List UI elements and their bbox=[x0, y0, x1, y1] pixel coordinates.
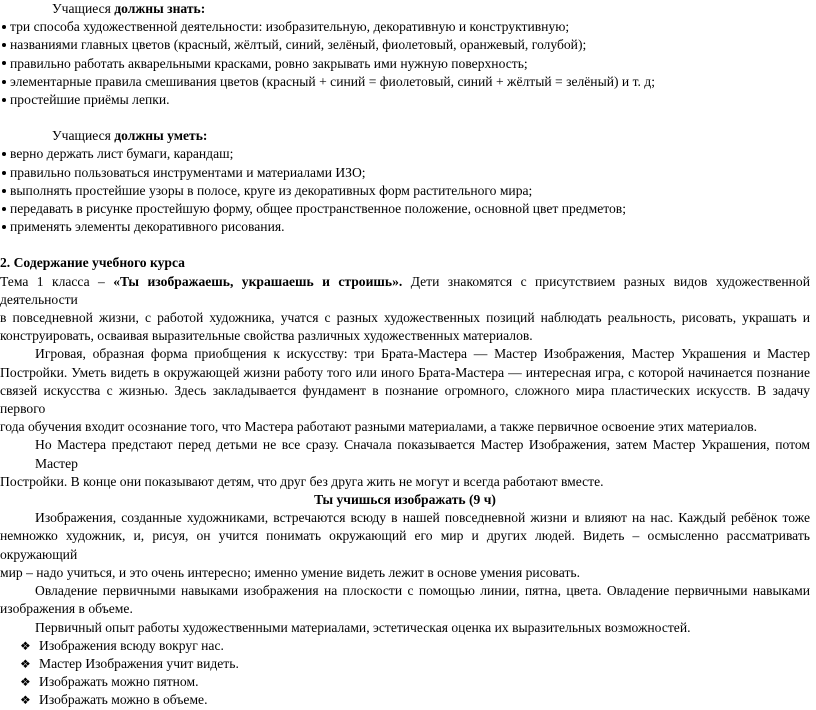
theme-rest: Дети знакомятся с присутствием разных видов художественной деятельности bbox=[0, 273, 810, 307]
diamond-bullet-icon: ❖ bbox=[20, 638, 31, 653]
able-item bbox=[0, 200, 810, 218]
able-item-text: применять элементы декоративного рисования. bbox=[10, 219, 285, 235]
know-item-text: простейшие приёмы лепки. bbox=[10, 92, 170, 108]
able-heading-bold: должны уметь: bbox=[114, 128, 208, 144]
know-item bbox=[0, 73, 810, 91]
know-heading-bold: должны знать: bbox=[114, 1, 206, 16]
paragraph-line: немножко художник, и, рисуя, он учится понимать окружающий его мир и других людей. Видеть – осмысленно рассматривать окружающий bbox=[0, 528, 810, 562]
paragraph-line: связей искусства с жизнью. Здесь закладывается фундамент в познание огромного, сложного мира пластических искусств. В задачу первого bbox=[0, 382, 810, 417]
paragraph-line: года обучения входит осознание того, что Мастера работают разными материалами, а также первичное освоение этих материалов. bbox=[0, 419, 758, 435]
able-item-text: выполнять простейшие узоры в полосе, круге из декоративных форм растительного мира; bbox=[10, 182, 533, 198]
bullet-icon bbox=[2, 225, 6, 229]
paragraph-line: Постройки. В конце они показывают детям, что друг без друга жить не могут и всегда работают вместе. bbox=[0, 473, 604, 489]
topic-item bbox=[0, 673, 810, 691]
know-item bbox=[0, 36, 810, 54]
bullet-icon bbox=[2, 207, 6, 211]
bullet-icon bbox=[2, 80, 6, 84]
know-item bbox=[0, 55, 810, 73]
topic-text: Изображения всюду вокруг нас. bbox=[39, 637, 224, 653]
paragraph-line: Игровая, образная форма приобщения к искусству: три Брата-Мастера — Мастер Изображения, Мастер Украшения и Мастер bbox=[35, 346, 810, 362]
topic-text: Изображать можно в объеме. bbox=[39, 692, 208, 708]
topic-item bbox=[0, 637, 810, 655]
paragraph-line: Первичный опыт работы художественными материалами, эстетическая оценка их выразительных возможностей. bbox=[35, 619, 691, 635]
topic-item bbox=[0, 655, 810, 673]
bullet-icon bbox=[2, 189, 6, 193]
know-item bbox=[0, 18, 810, 36]
able-item-text: передавать в рисунке простейшую форму, общее пространственное положение, основной цвет предметов; bbox=[10, 201, 626, 217]
spacer bbox=[0, 236, 810, 254]
theme-title: «Ты изображаешь, украшаешь и строишь». bbox=[113, 273, 403, 289]
bullet-icon bbox=[2, 25, 6, 29]
know-item-text: элементарные правила смешивания цветов (красный + синий = фиолетовый, синий + жёлтый = зелёный) и т. д; bbox=[10, 73, 655, 89]
diamond-bullet-icon: ❖ bbox=[20, 675, 31, 690]
topic-item bbox=[0, 691, 810, 709]
paragraph-line: Постройки. Уметь видеть в окружающей жизни работу того или иного Брата-Мастера — интересная игра, с которой начинается познание bbox=[0, 364, 810, 380]
know-item-text: правильно работать акварельными красками, ровно закрывать ими нужную поверхность; bbox=[10, 55, 528, 71]
diamond-bullet-icon: ❖ bbox=[20, 693, 31, 708]
able-item-text: верно держать лист бумаги, карандаш; bbox=[10, 146, 234, 162]
theme-prefix: Тема 1 класса – bbox=[0, 273, 114, 289]
able-item bbox=[0, 218, 810, 236]
bullet-icon bbox=[2, 61, 6, 65]
able-item bbox=[0, 164, 810, 182]
paragraph-line: Овладение первичными навыками изображения на плоскости с помощью линии, пятна, цвета. Овладение первичными навыками bbox=[35, 583, 810, 599]
able-item bbox=[0, 145, 810, 163]
subtitle: Ты учишься изображать (9 ч) bbox=[314, 492, 496, 508]
theme-line bbox=[0, 273, 810, 309]
diamond-bullet-icon: ❖ bbox=[20, 656, 31, 671]
know-item-text: три способа художественной деятельности: изобразительную, декоративную и конструктивную; bbox=[10, 19, 570, 35]
know-heading-prefix: Учащиеся bbox=[52, 1, 115, 16]
bullet-icon bbox=[2, 43, 6, 47]
theme-line: в повседневной жизни, с работой художника, учатся с разных художественных позиций наблюдать реальность, рисовать, украшать и bbox=[0, 310, 810, 326]
able-item bbox=[0, 182, 810, 200]
paragraph-line: Изображения, созданные художниками, встречаются всюду в нашей повседневной жизни и влияют на нас. Каждый ребёнок тоже bbox=[35, 510, 810, 526]
theme-line: конструировать, осваивая выразительные свойства различных художественных материалов. bbox=[0, 328, 533, 344]
able-item-text: правильно пользоваться инструментами и материалами ИЗО; bbox=[10, 164, 366, 180]
topic-text: Мастер Изображения учит видеть. bbox=[39, 655, 239, 671]
paragraph-line: мир – надо учиться, и это очень интересно; именно умение видеть лежит в основе умения рисовать. bbox=[0, 564, 580, 580]
paragraph-line: Но Мастера предстают перед детьми не все сразу. Сначала показывается Мастер Изображения, затем Мастер Украшения, потом Мастер bbox=[35, 437, 810, 471]
able-heading-prefix: Учащиеся bbox=[52, 128, 115, 144]
know-item-text: названиями главных цветов (красный, жёлтый, синий, зелёный, фиолетовый, оранжевый, голубой); bbox=[10, 37, 587, 53]
able-heading bbox=[0, 127, 810, 145]
paragraph-line: изображения в объеме. bbox=[0, 601, 133, 617]
spacer bbox=[0, 109, 810, 127]
know-item bbox=[0, 91, 810, 109]
section-title: 2. Содержание учебного курса bbox=[0, 255, 185, 271]
bullet-icon bbox=[2, 171, 6, 175]
topic-text: Изображать можно пятном. bbox=[39, 674, 199, 690]
bullet-icon bbox=[2, 98, 6, 102]
know-heading bbox=[0, 0, 810, 18]
bullet-icon bbox=[2, 152, 6, 156]
